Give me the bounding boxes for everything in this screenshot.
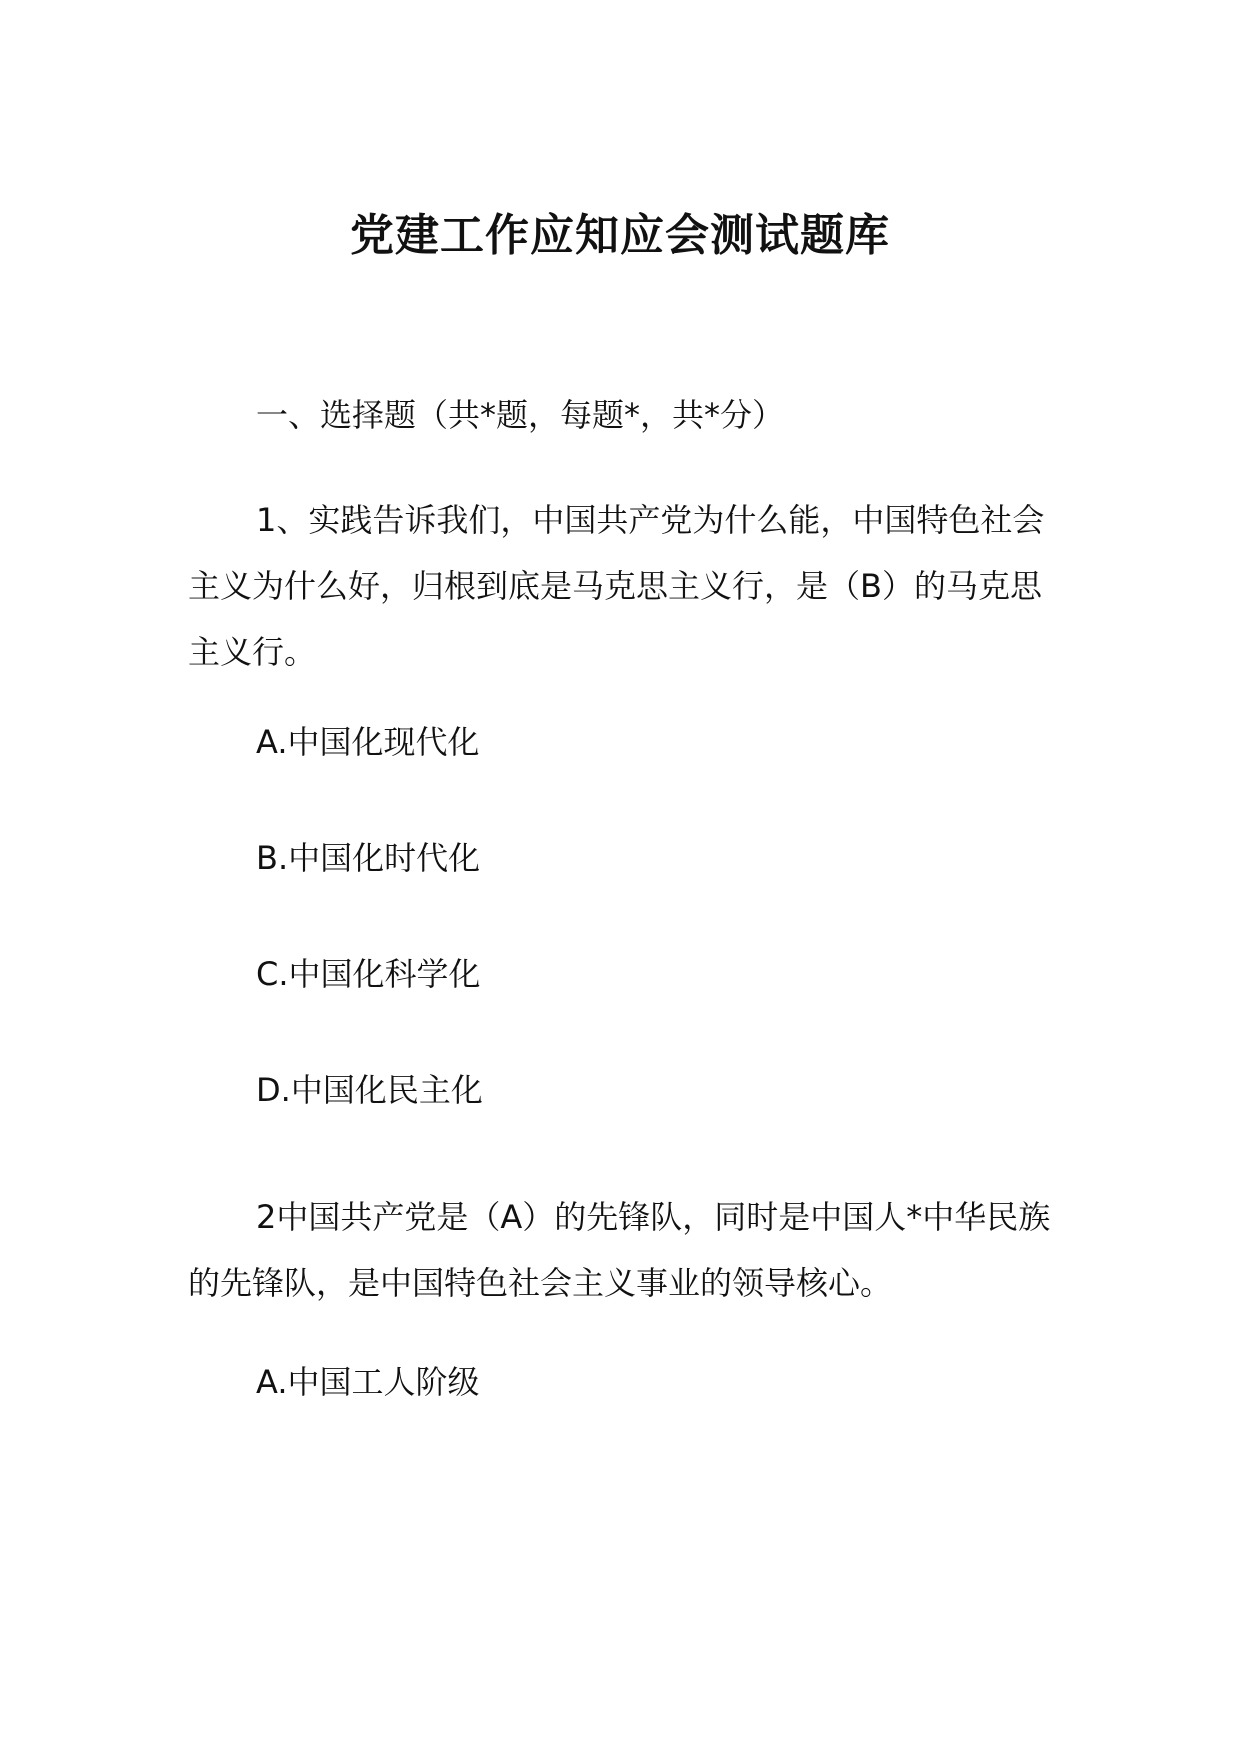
question-1-option-b: B.中国化时代化 [256, 839, 481, 877]
question-2-text: 2中国共产党是（A）的先锋队，同时是中国人*中华民族的先锋队，是中国特色社会主义事业的领导核心。 [188, 1198, 1051, 1302]
question-1-text: 1、实践告诉我们，中国共产党为什么能，中国特色社会主义为什么好，归根到底是马克思主义行，是（B）的马克思主义行。 [188, 501, 1045, 671]
question-1-option-d: D.中国化民主化 [256, 1071, 483, 1109]
document-title: 党建工作应知应会测试题库 [350, 210, 890, 261]
section-heading: 一、选择题（共*题，每题*，共*分） [256, 396, 785, 434]
question-1-option-a: A.中国化现代化 [256, 723, 480, 761]
question-1-option-c: C.中国化科学化 [256, 955, 481, 993]
question-2-option-a: A.中国工人阶级 [256, 1363, 480, 1401]
